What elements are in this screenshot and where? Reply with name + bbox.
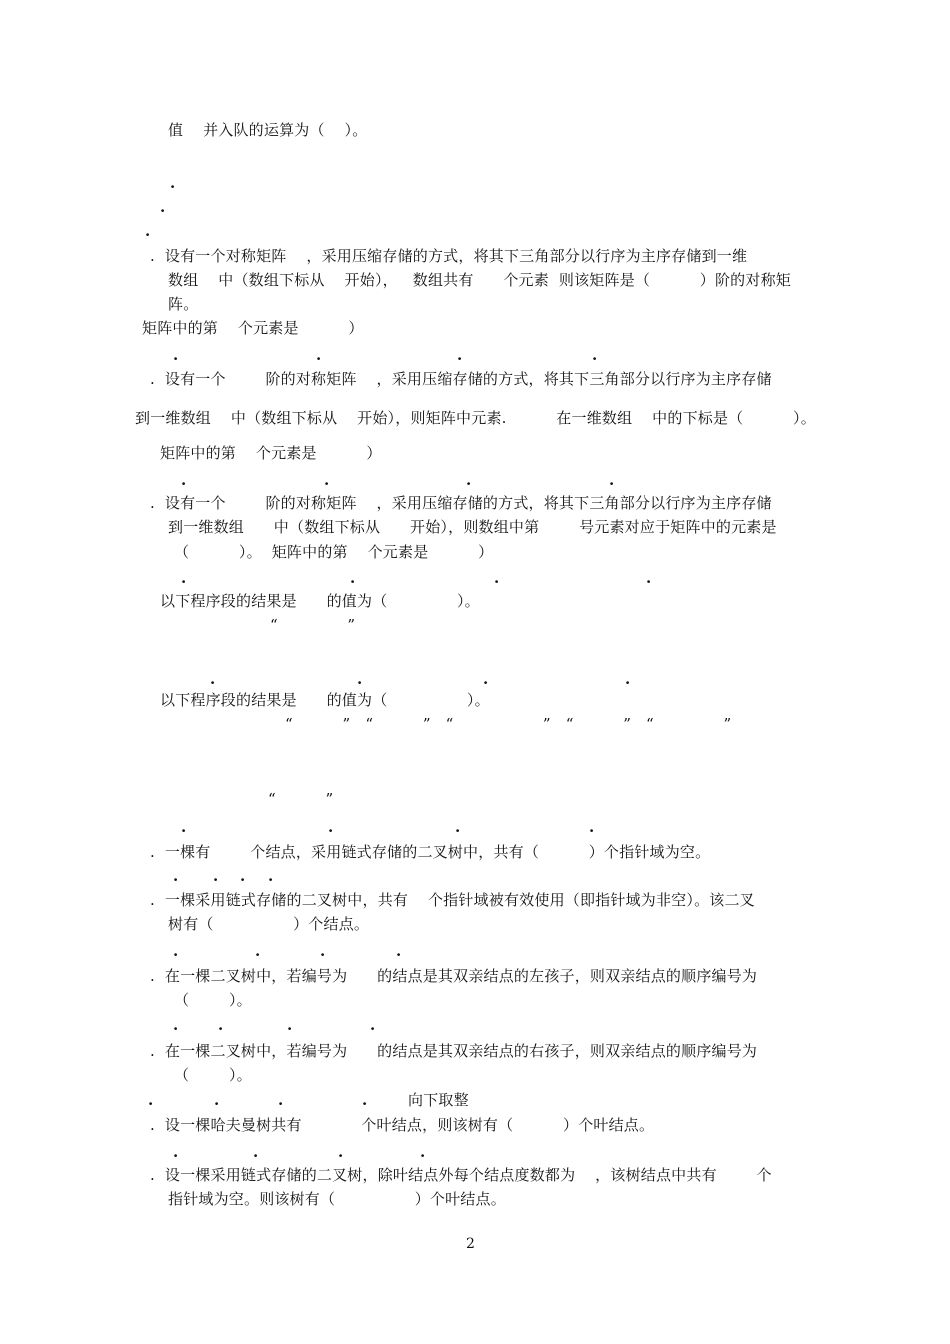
option-dot: . <box>145 222 151 240</box>
text-line: 以下程序段的结果是 的值为（ ）。 <box>160 691 490 709</box>
text-line: 树有（ ）个结点。 <box>168 915 370 933</box>
option-dot: . <box>589 818 595 836</box>
text-line: （ ）。 <box>174 991 252 1009</box>
option-dot: . <box>173 346 179 364</box>
text-line: . 设一棵哈夫曼树共有 个叶结点，则该树有（ ）个叶结点。 <box>150 1116 655 1134</box>
text-line: （ ）。 矩阵中的第 个元素是 ） <box>174 543 494 561</box>
code-quote-line: “ ” “ ” “ ” “ ” “ ” <box>285 715 732 733</box>
option-dot: . <box>181 471 187 489</box>
text-line: . 设有一个 阶的对称矩阵 ，采用压缩存储的方式，将其下三角部分以行序为主序存储 <box>150 370 772 388</box>
option-dot: . <box>320 942 326 960</box>
option-dot: . <box>324 471 330 489</box>
option-dot: . <box>466 471 472 489</box>
option-dot: . <box>170 174 176 192</box>
option-dot: . <box>455 818 461 836</box>
option-dot: . <box>253 1143 259 1161</box>
option-dot: . <box>316 346 322 364</box>
option-dot: . <box>214 1091 220 1109</box>
option-dot: . <box>625 670 631 688</box>
option-dot: . <box>160 198 166 216</box>
option-dot: . <box>173 1016 179 1034</box>
option-dot: . <box>420 1143 426 1161</box>
option-dot: . <box>357 670 363 688</box>
option-dot: . <box>328 818 334 836</box>
option-dot: . <box>494 569 500 587</box>
annotation-round-down: 向下取整 <box>408 1091 469 1109</box>
text-line: 值 并入队的运算为（ ）。 <box>168 121 368 139</box>
option-dot: . <box>181 818 187 836</box>
option-dot: . <box>396 942 402 960</box>
text-line: （ ）。 <box>174 1066 252 1084</box>
text-line: 矩阵中的第 个元素是 ） <box>142 319 364 337</box>
page-number: 2 <box>466 1236 475 1252</box>
option-dot: . <box>255 942 261 960</box>
option-dot: . <box>173 942 179 960</box>
option-dot: . <box>210 670 216 688</box>
text-line: . 设有一个对称矩阵 ，采用压缩存储的方式，将其下三角部分以行序为主序存储到一维 <box>150 247 748 265</box>
text-line: . 一棵采用链式存储的二叉树中，共有 个指针域被有效使用（即指针域为非空）。该二叉 <box>150 891 755 909</box>
option-dot: . <box>592 346 598 364</box>
text-line: 到一维数组 中（数组下标从 开始），则矩阵中元素. 在一维数组 中的下标是（ ）。 <box>135 409 816 427</box>
code-quote-line: “ ” <box>268 790 334 808</box>
text-line: 到一维数组 中（数组下标从 开始），则数组中第 号元素对应于矩阵中的元素是 <box>168 518 777 536</box>
option-dot: . <box>609 471 615 489</box>
option-dot: . <box>350 569 356 587</box>
code-quote-line: “ ” <box>270 616 356 634</box>
option-dot: . <box>181 569 187 587</box>
text-line: 数组 中（数组下标从 开始）， 数组共有 个元素 则该矩阵是（ ）阶的对称矩 <box>168 271 791 289</box>
option-dot: . <box>646 569 652 587</box>
option-dot: . <box>268 867 274 885</box>
option-dot: . <box>213 867 219 885</box>
option-dot: . <box>483 670 489 688</box>
option-dot: . <box>173 867 179 885</box>
text-line: . 设一棵采用链式存储的二叉树，除叶结点外每个结点度数都为 ，该树结点中共有 个 <box>150 1166 772 1184</box>
option-dot: . <box>457 346 463 364</box>
option-dot: . <box>287 1016 293 1034</box>
text-line: . 在一棵二叉树中，若编号为 的结点是其双亲结点的右孩子，则双亲结点的顺序编号为 <box>150 1042 758 1060</box>
text-line: 矩阵中的第 个元素是 ） <box>160 444 382 462</box>
option-dot: . <box>218 1016 224 1034</box>
text-line: 阵。 <box>168 295 199 313</box>
option-dot: . <box>148 1091 154 1109</box>
option-dot: . <box>173 1143 179 1161</box>
option-dot: . <box>338 1143 344 1161</box>
option-dot: . <box>362 1091 368 1109</box>
text-line: 指针域为空。则该树有（ ）个叶结点。 <box>168 1190 506 1208</box>
text-line: . 一棵有 个结点，采用链式存储的二叉树中，共有（ ）个指针域为空。 <box>150 843 711 861</box>
text-line: . 设有一个 阶的对称矩阵 ，采用压缩存储的方式，将其下三角部分以行序为主序存储 <box>150 494 772 512</box>
option-dot: . <box>370 1016 376 1034</box>
text-line: 以下程序段的结果是 的值为（ ）。 <box>160 592 480 610</box>
text-line: . 在一棵二叉树中，若编号为 的结点是其双亲结点的左孩子，则双亲结点的顺序编号为 <box>150 967 758 985</box>
option-dot: . <box>278 1091 284 1109</box>
option-dot: . <box>240 867 246 885</box>
